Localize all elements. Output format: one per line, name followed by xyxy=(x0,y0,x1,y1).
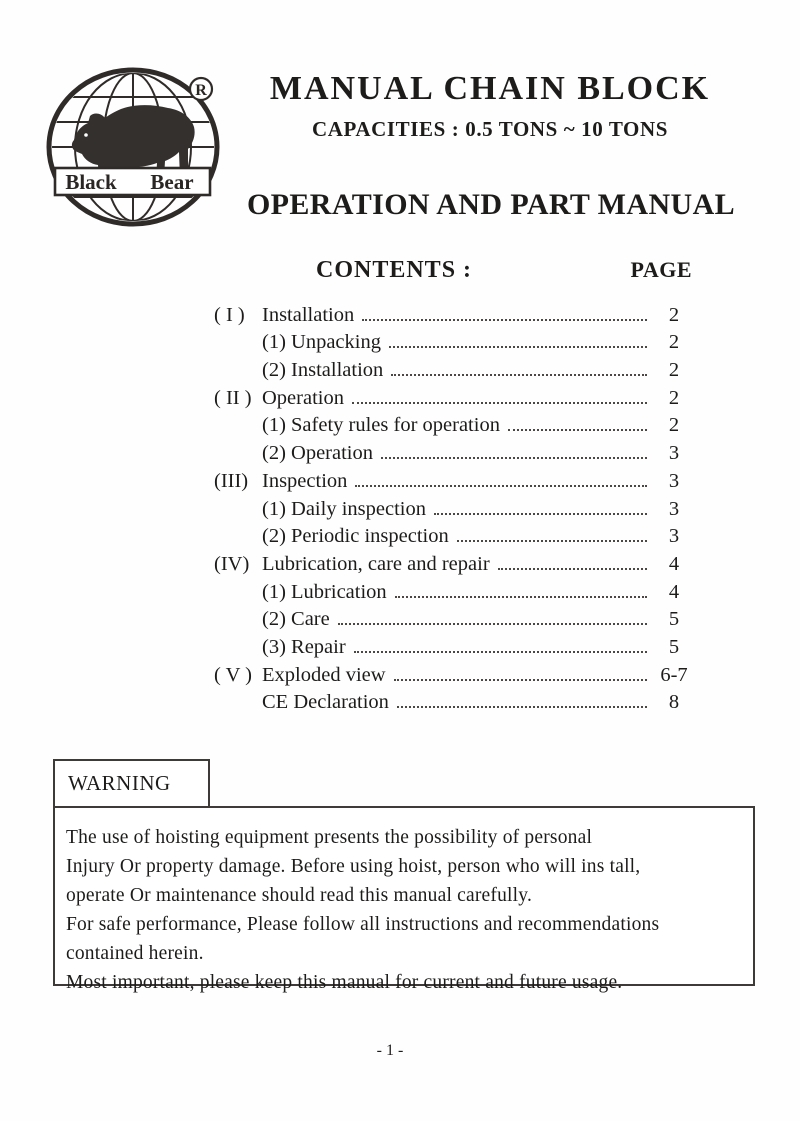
toc-leader-dots xyxy=(389,346,647,348)
toc-leader-dots xyxy=(394,679,647,681)
toc-entry xyxy=(214,327,692,355)
toc-leader-dots xyxy=(434,513,647,515)
warning-box xyxy=(53,806,755,993)
toc-entry-prefix: ( V ) xyxy=(214,663,252,686)
toc-entry-page: 6-7 xyxy=(660,663,688,686)
toc-entry xyxy=(214,299,692,327)
toc-entry-page: 3 xyxy=(668,497,680,520)
warning-text-line: The use of hoisting equipment presents the possibility of personal xyxy=(66,827,593,848)
toc-leader-dots xyxy=(498,568,647,570)
toc-entry-page: 4 xyxy=(668,580,680,603)
header-titles xyxy=(228,70,752,142)
toc-entry-page: 8 xyxy=(668,691,680,714)
toc-entry xyxy=(214,576,692,604)
toc-list xyxy=(214,299,692,714)
toc-entry-page: 5 xyxy=(668,608,680,631)
black-bear-logo xyxy=(46,66,224,230)
toc-entry-label: Exploded view xyxy=(262,663,386,686)
contents-heading-row xyxy=(214,257,692,284)
toc-entry-label: (1) Safety rules for operation xyxy=(262,414,500,437)
warning-text-line: operate Or maintenance should read this manual carefully. xyxy=(66,885,533,906)
toc-entry xyxy=(214,604,692,632)
toc-entry xyxy=(214,659,692,687)
toc-entry xyxy=(214,687,692,715)
toc-entry-page: 2 xyxy=(668,359,680,382)
toc-entry-label: (2) Care xyxy=(262,608,330,631)
toc-entry-label: (2) Operation xyxy=(262,442,373,465)
toc-entry-prefix: ( I ) xyxy=(214,303,245,326)
svg-text:Bear: Bear xyxy=(150,170,194,194)
toc-entry-label: Lubrication, care and repair xyxy=(262,552,490,575)
contents-heading: CONTENTS : xyxy=(316,257,473,283)
toc-entry-label: Inspection xyxy=(262,469,348,492)
toc-entry-prefix: ( II ) xyxy=(214,386,252,409)
toc-leader-dots xyxy=(354,651,647,653)
toc-leader-dots xyxy=(338,623,647,625)
warning-tab xyxy=(53,759,210,808)
toc-entry-page: 3 xyxy=(668,469,680,492)
toc-leader-dots xyxy=(457,540,647,542)
toc-entry-page: 2 xyxy=(668,414,680,437)
toc-entry-page: 2 xyxy=(668,331,680,354)
registered-trademark-icon xyxy=(190,78,212,100)
toc-leader-dots xyxy=(395,596,647,598)
toc-leader-dots xyxy=(355,485,647,487)
toc-entry-label: (1) Unpacking xyxy=(262,331,381,354)
toc-entry-label: (3) Repair xyxy=(262,635,346,658)
toc-entry xyxy=(214,354,692,382)
toc-entry-label: CE Declaration xyxy=(262,691,389,714)
toc-entry-page: 3 xyxy=(668,442,680,465)
toc-entry-page: 3 xyxy=(668,525,680,548)
toc-entry-label: (1) Lubrication xyxy=(262,580,387,603)
toc-entry xyxy=(214,437,692,465)
toc-entry xyxy=(214,631,692,659)
toc-leader-dots xyxy=(397,706,647,708)
toc-leader-dots xyxy=(391,374,647,376)
toc-entry-prefix: (III) xyxy=(214,469,249,492)
toc-entry xyxy=(214,548,692,576)
toc-entry-label: Installation xyxy=(262,303,355,326)
toc-entry-label: (2) Periodic inspection xyxy=(262,525,449,548)
toc-entry xyxy=(214,410,692,438)
toc-entry-page: 4 xyxy=(668,552,680,575)
toc-entry-label: (1) Daily inspection xyxy=(262,497,426,520)
manual-title: OPERATION AND PART MANUAL xyxy=(246,188,736,221)
page-number: - 1 - xyxy=(376,1042,404,1059)
svg-text:Black: Black xyxy=(65,170,117,194)
toc-entry-prefix: (IV) xyxy=(214,552,250,575)
toc-entry xyxy=(214,465,692,493)
toc-entry xyxy=(214,382,692,410)
toc-leader-dots xyxy=(352,402,647,404)
brand-banner xyxy=(55,168,210,195)
capacities-subtitle: CAPACITIES : 0.5 TONS ~ 10 TONS xyxy=(311,117,669,141)
toc-leader-dots xyxy=(381,457,647,459)
bear-eye xyxy=(84,133,88,137)
warning-text-line: For safe performance, Please follow all instructions and recommendations xyxy=(66,914,660,935)
warning-text-line: Most important, please keep this manual for current and future usage. xyxy=(66,972,623,993)
page-column-heading: PAGE xyxy=(630,257,692,282)
toc-entry-page: 2 xyxy=(668,386,680,409)
toc-leader-dots xyxy=(508,429,647,431)
warning-text-line: contained herein. xyxy=(66,943,204,964)
toc-entry-label: (2) Installation xyxy=(262,359,384,382)
warning-text-line: Injury Or property damage. Before using hoist, person who will ins tall, xyxy=(66,856,641,877)
toc-leader-dots xyxy=(362,319,647,321)
toc-entry-label: Operation xyxy=(262,386,344,409)
toc-entry-page: 2 xyxy=(668,303,680,326)
warning-label: WARNING xyxy=(68,771,171,795)
toc-entry xyxy=(214,521,692,549)
document-title: MANUAL CHAIN BLOCK xyxy=(269,70,711,107)
toc-entry-page: 5 xyxy=(668,635,680,658)
svg-text:R: R xyxy=(195,82,207,99)
toc-entry xyxy=(214,493,692,521)
